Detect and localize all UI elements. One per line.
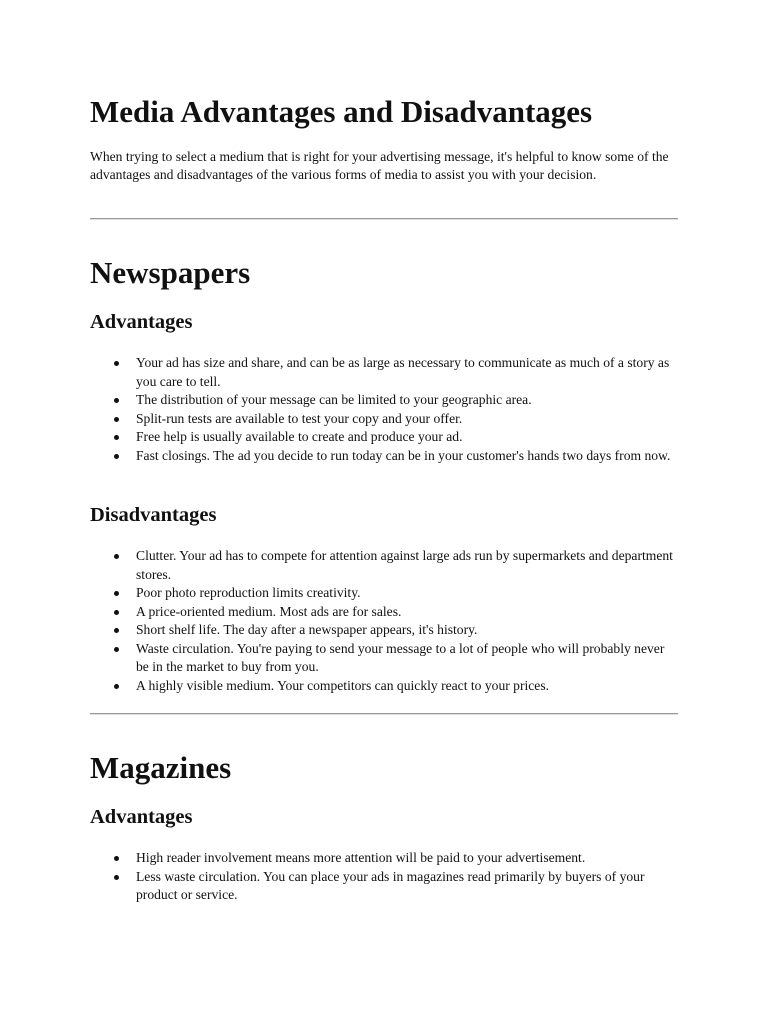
bullet-icon bbox=[114, 398, 119, 403]
divider-newspapers bbox=[90, 713, 678, 715]
document-title: Media Advantages and Disadvantages bbox=[90, 94, 593, 129]
list-item: A price-oriented medium. Most ads are for sales. bbox=[90, 603, 680, 622]
subheading-newspapers-advantages: Advantages bbox=[90, 311, 193, 333]
list-item: Waste circulation. You're paying to send your message to a lot of people who will probably never be in the market to buy from you. bbox=[90, 640, 680, 677]
subheading-magazines-advantages: Advantages bbox=[90, 806, 193, 828]
bullet-icon bbox=[114, 361, 119, 366]
bullet-icon bbox=[114, 628, 119, 633]
list-item: High reader involvement means more attention will be paid to your advertisement. bbox=[90, 849, 680, 868]
newspapers-disadvantages-list bbox=[90, 547, 680, 695]
list-item: A highly visible medium. Your competitors can quickly react to your prices. bbox=[90, 677, 680, 696]
list-item: Your ad has size and share, and can be as large as necessary to communicate as much of a story as you care to tell. bbox=[90, 354, 680, 391]
list-item: Fast closings. The ad you decide to run today can be in your customer's hands two days from now. bbox=[90, 447, 680, 466]
bullet-icon bbox=[114, 684, 119, 689]
subheading-newspapers-disadvantages: Disadvantages bbox=[90, 504, 217, 526]
section-heading-magazines: Magazines bbox=[90, 750, 232, 785]
list-item: Less waste circulation. You can place your ads in magazines read primarily by buyers of your product or service. bbox=[90, 868, 680, 905]
bullet-icon bbox=[114, 856, 119, 861]
list-item: The distribution of your message can be limited to your geographic area. bbox=[90, 391, 680, 410]
bullet-icon bbox=[114, 417, 119, 422]
bullet-icon bbox=[114, 610, 119, 615]
divider-intro bbox=[90, 218, 678, 220]
list-item: Poor photo reproduction limits creativity. bbox=[90, 584, 680, 603]
bullet-icon bbox=[114, 454, 119, 459]
list-item: Clutter. Your ad has to compete for attention against large ads run by supermarkets and department stores. bbox=[90, 547, 680, 584]
bullet-icon bbox=[114, 435, 119, 440]
bullet-icon bbox=[114, 591, 119, 596]
bullet-icon bbox=[114, 554, 119, 559]
bullet-icon bbox=[114, 875, 119, 880]
magazines-advantages-list bbox=[90, 849, 680, 905]
list-item: Free help is usually available to create and produce your ad. bbox=[90, 428, 680, 447]
newspapers-advantages-list bbox=[90, 354, 680, 465]
list-item: Split-run tests are available to test your copy and your offer. bbox=[90, 410, 680, 429]
bullet-icon bbox=[114, 647, 119, 652]
intro-paragraph: When trying to select a medium that is right for your advertising message, it's helpful to know some of the advantages and disadvantages of the various forms of media to assist you with your decision. bbox=[90, 149, 669, 182]
list-item: Short shelf life. The day after a newspaper appears, it's history. bbox=[90, 621, 680, 640]
section-heading-newspapers: Newspapers bbox=[90, 255, 251, 290]
